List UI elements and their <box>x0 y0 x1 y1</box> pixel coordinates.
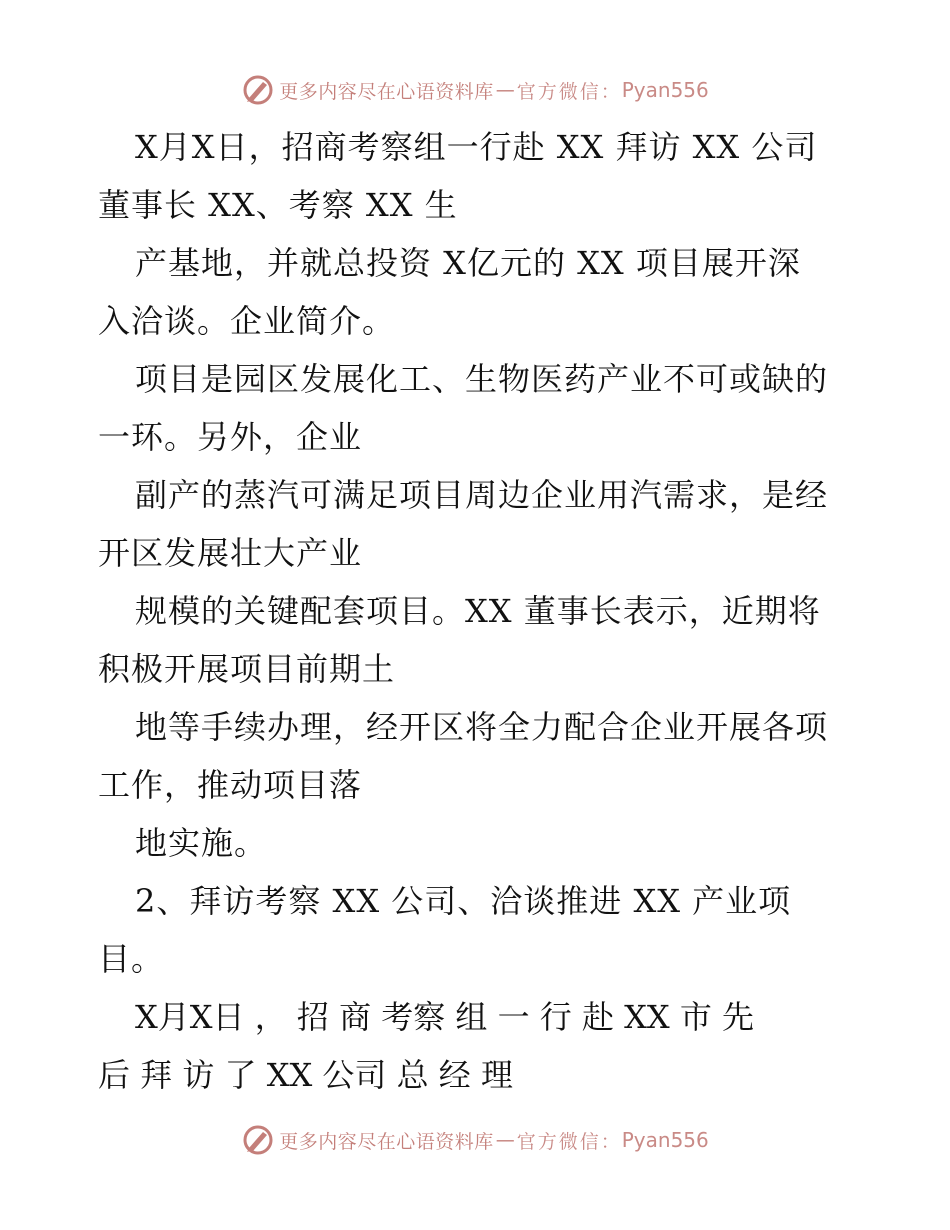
footer-watermark <box>0 1120 950 1160</box>
watermark-main-text: 更多内容尽在心语资料库 <box>279 80 494 103</box>
pen-logo-icon <box>241 1123 275 1157</box>
watermark-wechat-id: Pyan556 <box>621 78 709 102</box>
text-line: 工作，推动项目落 <box>98 766 363 804</box>
text-line: 副产的蒸汽可满足项目周边企业用汽需求，是经 <box>135 476 829 514</box>
text-line: 积极开展项目前期土 <box>98 650 396 688</box>
watermark-dash: — <box>495 1129 515 1151</box>
text-line: 后 拜 访 了 XX 公司 总 经 理 <box>98 1056 513 1094</box>
text-line: 开区发展壮大产业 <box>98 534 363 572</box>
text-line: 产基地，并就总投资 X亿元的 XX 项目展开深 <box>135 244 801 282</box>
pen-logo-icon <box>241 73 275 107</box>
watermark-sub-text: 官方微信： <box>516 80 622 103</box>
text-line: 董事长 XX、考察 XX 生 <box>98 186 458 224</box>
watermark-sub-text: 官方微信： <box>516 1130 622 1153</box>
text-line: 地实施。 <box>135 824 268 862</box>
text-line: 规模的关键配套项目。XX 董事长表示，近期将 <box>135 592 821 630</box>
text-line: 一环。另外，企业 <box>98 418 363 456</box>
watermark-main-text: 更多内容尽在心语资料库 <box>279 1130 494 1153</box>
text-line: 项目是园区发展化工、生物医药产业不可或缺的 <box>135 360 829 398</box>
text-line: X月X日，招商考察组一行赴 XX 拜访 XX 公司 <box>135 128 818 166</box>
document-body <box>98 118 858 1104</box>
header-watermark <box>0 70 950 110</box>
text-line: 地等手续办理，经开区将全力配合企业开展各项 <box>135 708 829 746</box>
text-line: 入洽谈。企业简介。 <box>98 302 396 340</box>
watermark-dash: — <box>495 79 515 101</box>
text-line: 2、拜访考察 XX 公司、洽谈推进 XX 产业项 <box>135 882 792 920</box>
watermark-wechat-id: Pyan556 <box>621 1128 709 1152</box>
text-line: X月X日 ， 招 商 考察 组 一 行 赴 XX 市 先 <box>135 998 755 1036</box>
text-line: 目。 <box>98 940 165 978</box>
